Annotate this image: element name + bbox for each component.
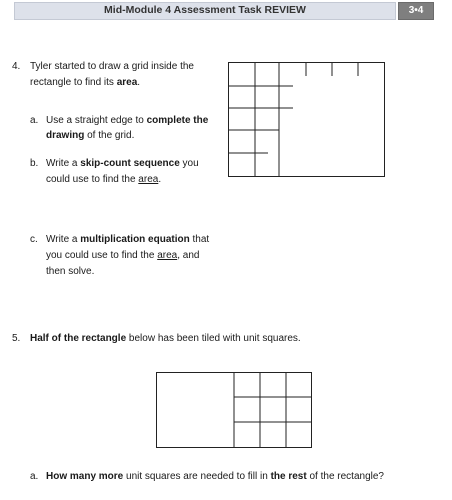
q4c-line-2: you could use to find the area, and (46, 250, 200, 261)
grid-outer-rectangle (229, 63, 385, 177)
q4a-line-1: Use a straight edge to complete the (46, 115, 209, 126)
q4b-label: b. (30, 158, 39, 169)
q5-line-1: Half of the rectangle below has been tiled with unit squares. (30, 333, 301, 344)
q5a-line-1: How many more unit squares are needed to fill in the rest of the rectangle? (46, 471, 384, 482)
q4c-line-1: Write a multiplication equation that (46, 234, 210, 245)
q4b-line-2: could use to find the area. (46, 174, 162, 185)
q4c-line-3: then solve. (46, 266, 95, 277)
partial-grid-diagram (228, 62, 388, 178)
q4-number: 4. (12, 61, 21, 72)
header-bar (14, 2, 396, 20)
q5-number: 5. (12, 333, 21, 344)
q4c-label: c. (30, 234, 38, 245)
q4a-line-2: drawing of the grid. (46, 130, 135, 141)
half-tiled-rectangle-diagram (156, 372, 316, 450)
q4-line-2: rectangle to find its area. (30, 77, 141, 88)
grade-badge: 3•4 (398, 2, 434, 20)
q4a-label: a. (30, 115, 39, 126)
q4-line-1: Tyler started to draw a grid inside the (30, 61, 194, 72)
q4b-line-1: Write a skip-count sequence you (46, 158, 199, 169)
q5a-label: a. (30, 471, 39, 482)
page-title: Mid-Module 4 Assessment Task REVIEW (104, 4, 306, 16)
